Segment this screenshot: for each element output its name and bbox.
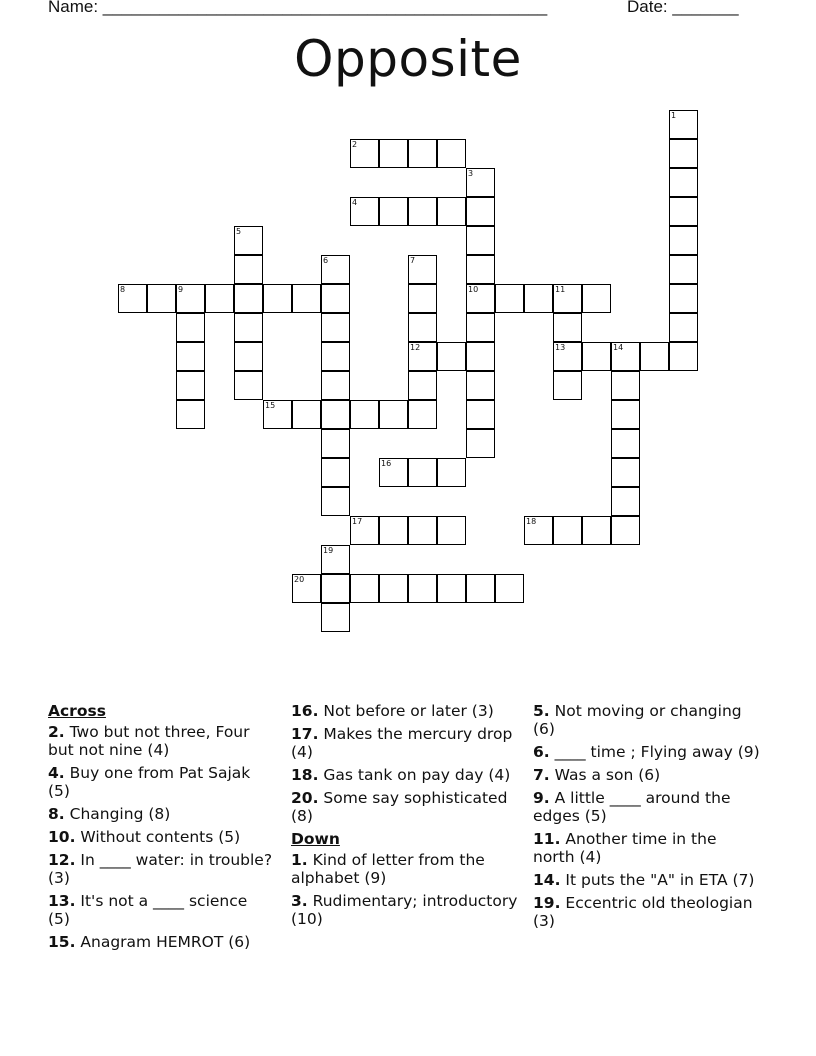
clue-across-12: 12. In ____ water: in trouble? (3) [48, 851, 273, 887]
grid-cell[interactable] [408, 574, 437, 603]
grid-cell[interactable] [466, 255, 495, 284]
grid-cell[interactable] [234, 284, 263, 313]
grid-cell[interactable] [524, 516, 553, 545]
grid-cell[interactable] [176, 371, 205, 400]
grid-cell[interactable] [379, 516, 408, 545]
grid-cell[interactable] [176, 342, 205, 371]
grid-cell[interactable] [350, 400, 379, 429]
clue-across-15: 15. Anagram HEMROT (6) [48, 933, 251, 951]
cell-number: 17 [352, 517, 363, 526]
grid-cell[interactable] [408, 197, 437, 226]
grid-cell[interactable] [640, 342, 669, 371]
cell-number: 4 [352, 198, 358, 207]
grid-cell[interactable] [669, 110, 698, 139]
grid-cell[interactable] [553, 342, 582, 371]
cell-number: 18 [526, 517, 537, 526]
grid-cell[interactable] [669, 255, 698, 284]
clue-down-1: 1. Kind of letter from the alphabet (9) [291, 851, 485, 887]
grid-cell[interactable] [669, 168, 698, 197]
grid-cell[interactable] [669, 197, 698, 226]
clue-across-2: 2. Two but not three, Four but not nine (4) [48, 723, 250, 759]
grid-cell[interactable] [611, 516, 640, 545]
grid-cell[interactable] [321, 603, 350, 632]
grid-cell[interactable] [437, 458, 466, 487]
grid-cell[interactable] [466, 400, 495, 429]
grid-cell[interactable] [379, 139, 408, 168]
grid-cell[interactable] [321, 429, 350, 458]
grid-cell[interactable] [408, 371, 437, 400]
cell-number: 14 [613, 343, 624, 352]
grid-cell[interactable] [350, 516, 379, 545]
grid-cell[interactable] [234, 226, 263, 255]
grid-cell[interactable] [379, 197, 408, 226]
cell-number: 6 [323, 256, 329, 265]
grid-cell[interactable] [321, 255, 350, 284]
grid-cell[interactable] [466, 313, 495, 342]
clue-across-16: 16. Not before or later (3) [291, 702, 494, 720]
grid-cell[interactable] [495, 574, 524, 603]
clue-down-9: 9. A little ____ around the edges (5) [533, 789, 731, 825]
clue-down-6: 6. ____ time ; Flying away (9) [533, 743, 760, 761]
date-field[interactable]: Date: _______ [627, 0, 739, 16]
grid-cell[interactable] [611, 458, 640, 487]
clue-down-19: 19. Eccentric old theologian (3) [533, 894, 753, 930]
grid-cell[interactable] [582, 516, 611, 545]
grid-cell[interactable] [437, 342, 466, 371]
cell-number: 15 [265, 401, 276, 410]
grid-cell[interactable] [408, 255, 437, 284]
grid-cell[interactable] [437, 139, 466, 168]
grid-cell[interactable] [176, 313, 205, 342]
grid-cell[interactable] [553, 284, 582, 313]
clue-column-2 [291, 702, 521, 933]
grid-cell[interactable] [321, 284, 350, 313]
clue-across-8: 8. Changing (8) [48, 805, 171, 823]
cell-number: 1 [671, 111, 677, 120]
clue-across-17: 17. Makes the mercury drop (4) [291, 725, 513, 761]
grid-cell[interactable] [408, 139, 437, 168]
grid-cell[interactable] [350, 197, 379, 226]
grid-cell[interactable] [379, 574, 408, 603]
grid-cell[interactable] [669, 342, 698, 371]
grid-cell[interactable] [553, 371, 582, 400]
page-title: Opposite [294, 30, 522, 88]
grid-cell[interactable] [669, 226, 698, 255]
grid-cell[interactable] [408, 458, 437, 487]
grid-cell[interactable] [321, 545, 350, 574]
grid-cell[interactable] [263, 400, 292, 429]
cell-number: 20 [294, 575, 305, 584]
grid-cell[interactable] [263, 284, 292, 313]
grid-cell[interactable] [437, 574, 466, 603]
down-heading: Down [291, 830, 340, 848]
name-field[interactable]: Name: _______________________________________________ [48, 0, 548, 16]
grid-cell[interactable] [466, 342, 495, 371]
grid-cell[interactable] [611, 429, 640, 458]
grid-cell[interactable] [466, 197, 495, 226]
grid-cell[interactable] [379, 400, 408, 429]
grid-cell[interactable] [611, 400, 640, 429]
grid-cell[interactable] [582, 284, 611, 313]
grid-cell[interactable] [466, 168, 495, 197]
cell-number: 16 [381, 459, 392, 468]
grid-cell[interactable] [350, 574, 379, 603]
grid-cell[interactable] [234, 342, 263, 371]
clue-across-10: 10. Without contents (5) [48, 828, 241, 846]
grid-cell[interactable] [379, 458, 408, 487]
grid-cell[interactable] [321, 342, 350, 371]
grid-cell[interactable] [350, 139, 379, 168]
across-heading: Across [48, 702, 106, 720]
grid-cell[interactable] [292, 574, 321, 603]
grid-cell[interactable] [408, 313, 437, 342]
grid-cell[interactable] [669, 284, 698, 313]
grid-cell[interactable] [205, 284, 234, 313]
grid-cell[interactable] [118, 284, 147, 313]
grid-cell[interactable] [669, 139, 698, 168]
clue-down-7: 7. Was a son (6) [533, 766, 661, 784]
grid-cell[interactable] [466, 226, 495, 255]
grid-cell[interactable] [408, 516, 437, 545]
grid-cell[interactable] [234, 371, 263, 400]
clue-down-14: 14. It puts the "A" in ETA (7) [533, 871, 755, 889]
grid-cell[interactable] [321, 574, 350, 603]
grid-cell[interactable] [147, 284, 176, 313]
clue-down-3: 3. Rudimentary; introductory (10) [291, 892, 518, 928]
grid-cell[interactable] [292, 284, 321, 313]
grid-cell[interactable] [437, 197, 466, 226]
grid-cell[interactable] [553, 313, 582, 342]
cell-number: 3 [468, 169, 474, 178]
clue-across-18: 18. Gas tank on pay day (4) [291, 766, 511, 784]
cell-number: 7 [410, 256, 416, 265]
grid-cell[interactable] [524, 284, 553, 313]
grid-cell[interactable] [466, 429, 495, 458]
grid-cell[interactable] [553, 516, 582, 545]
cell-number: 10 [468, 285, 479, 294]
grid-cell[interactable] [466, 574, 495, 603]
grid-cell[interactable] [321, 371, 350, 400]
grid-cell[interactable] [234, 255, 263, 284]
clue-across-20: 20. Some say sophisticated (8) [291, 789, 508, 825]
grid-cell[interactable] [466, 371, 495, 400]
grid-cell[interactable] [234, 313, 263, 342]
grid-cell[interactable] [176, 400, 205, 429]
cell-number: 9 [178, 285, 184, 294]
grid-cell[interactable] [321, 487, 350, 516]
clue-across-13: 13. It's not a ____ science (5) [48, 892, 248, 928]
grid-cell[interactable] [321, 458, 350, 487]
grid-cell[interactable] [582, 342, 611, 371]
grid-cell[interactable] [495, 284, 524, 313]
clue-across-4: 4. Buy one from Pat Sajak (5) [48, 764, 251, 800]
cell-number: 5 [236, 227, 242, 236]
grid-cell[interactable] [611, 342, 640, 371]
grid-cell[interactable] [408, 284, 437, 313]
cell-number: 13 [555, 343, 566, 352]
grid-cell[interactable] [321, 313, 350, 342]
grid-cell[interactable] [321, 400, 350, 429]
grid-cell[interactable] [176, 284, 205, 313]
grid-cell[interactable] [669, 313, 698, 342]
grid-cell[interactable] [408, 400, 437, 429]
cell-number: 8 [120, 285, 126, 294]
clue-down-5: 5. Not moving or changing (6) [533, 702, 742, 738]
cell-number: 11 [555, 285, 566, 294]
grid-cell[interactable] [292, 400, 321, 429]
cell-number: 12 [410, 343, 421, 352]
clue-down-11: 11. Another time in the north (4) [533, 830, 717, 866]
cell-number: 19 [323, 546, 334, 555]
grid-cell[interactable] [611, 371, 640, 400]
clue-column-3 [533, 702, 761, 935]
grid-cell[interactable] [408, 342, 437, 371]
grid-cell[interactable] [437, 516, 466, 545]
clue-column-1 [48, 702, 273, 956]
cell-number: 2 [352, 140, 358, 149]
grid-cell[interactable] [466, 284, 495, 313]
grid-cell[interactable] [611, 487, 640, 516]
